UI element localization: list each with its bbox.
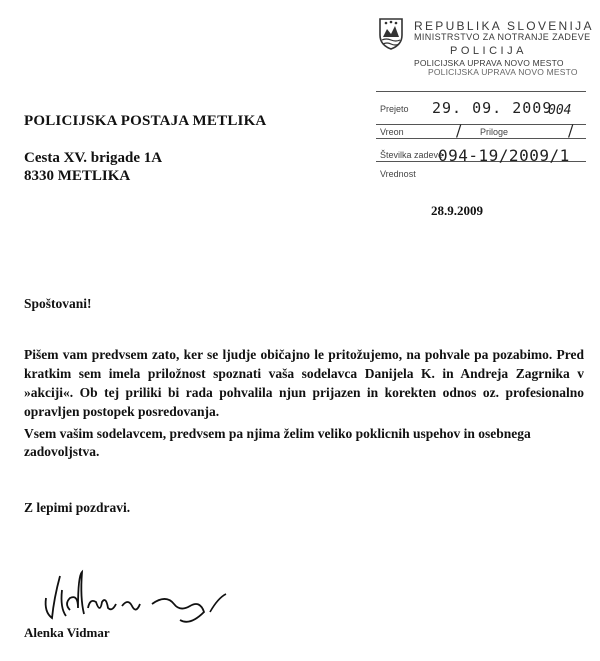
- stamp-republic: REPUBLIKA SLOVENIJA: [414, 19, 594, 33]
- stamp-police: POLICIJA: [450, 45, 527, 57]
- stamp-ministry: MINISTRSTVO ZA NOTRANJE ZADEVE: [414, 32, 591, 42]
- letter-closing: Z lepimi pozdravi.: [24, 500, 131, 515]
- stamp-file-number: 094-19/2009/1: [438, 146, 570, 165]
- stamp-label-attachments: Vreon: [380, 127, 404, 137]
- stamp-received-date: 29. 09. 2009: [432, 99, 553, 117]
- letter-paragraph-1: Pišem vam predvsem zato, ker se ljudje običajno le pritožujemo, na pohvale pa pozabimo. Pred kratkim sem imela priložnost spoznati vaša sodelavca Danijela K. in Andreja Zagrnika v »akciji«. Ob tej priliki bi rada pohvalila njun prijazen in korekten odnos oz. profesionalno opravljen postopek posredovanja.: [24, 347, 584, 419]
- letter-greeting: Spoštovani!: [24, 296, 92, 311]
- recipient-street: Cesta XV. brigade 1A: [24, 150, 163, 166]
- registry-stamp: [368, 15, 594, 185]
- stamp-label-file-number: Številka zadeve: [380, 150, 444, 160]
- stamp-row-value: [376, 165, 586, 180]
- stamp-label-enclosures: Priloge: [480, 127, 509, 137]
- signer-name: Alenka Vidmar: [24, 625, 110, 640]
- slovenia-crest-icon: [378, 17, 404, 51]
- stamp-unit: POLICIJSKA UPRAVA NOVO MESTO: [414, 58, 564, 68]
- stamp-count: 004: [548, 103, 572, 118]
- stamp-unit-echo: POLICIJSKA UPRAVA NOVO MESTO: [428, 67, 578, 77]
- stamp-label-value: Vrednost: [380, 169, 416, 179]
- letter-date: 28.9.2009: [431, 203, 483, 218]
- stamp-attachments-mark: /: [456, 121, 462, 140]
- recipient-city: 8330 METLIKA: [24, 168, 131, 184]
- handwritten-signature: [40, 568, 240, 628]
- letter-paragraph-2: Vsem vašim sodelavcem, predvsem pa njima želim veliko poklicnih uspehov in osebnega zadovoljstva.: [24, 426, 531, 459]
- stamp-label-received: Prejeto: [380, 104, 409, 114]
- stamp-row-attachments: [376, 123, 586, 139]
- recipient-name: POLICIJSKA POSTAJA METLIKA: [24, 113, 267, 129]
- stamp-enclosures-mark: /: [568, 121, 574, 140]
